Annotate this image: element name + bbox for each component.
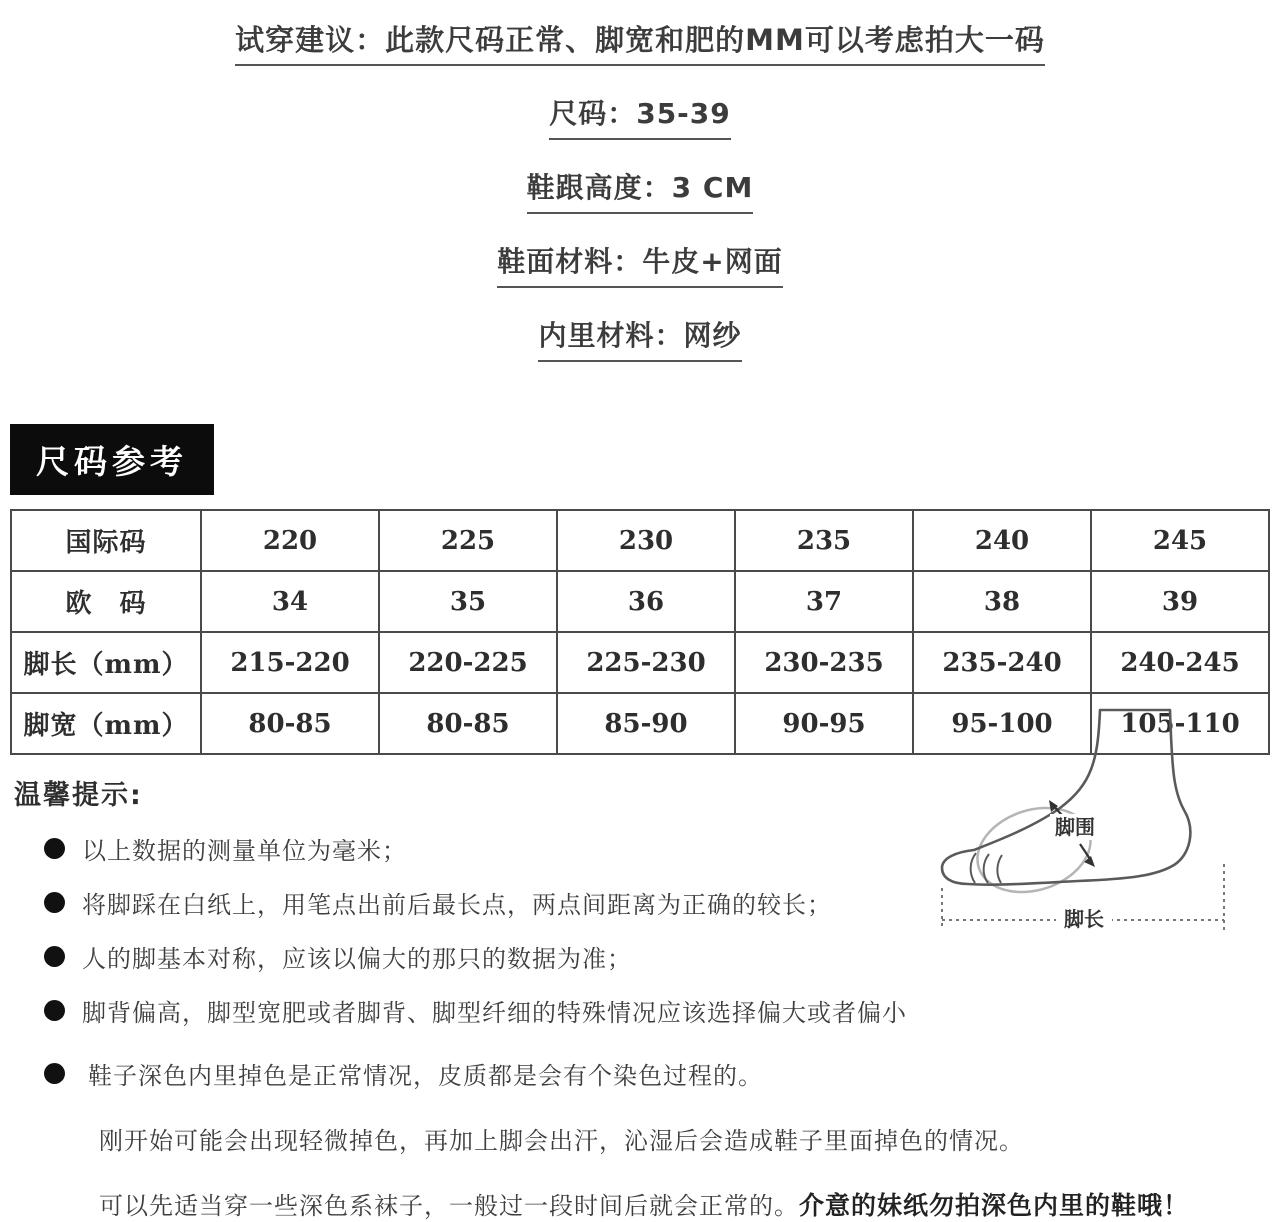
table-cell: 105-110	[1091, 693, 1269, 754]
spec-line-row	[0, 20, 1280, 66]
toe-line	[971, 853, 976, 883]
table-cell: 85-90	[557, 693, 735, 754]
foot-measurement-diagram	[928, 702, 1248, 952]
table-cell: 90-95	[735, 693, 913, 754]
spec-line-row	[0, 168, 1280, 214]
size-range-line: 尺码：35-39	[549, 94, 731, 140]
foot-outline-icon	[928, 702, 1248, 952]
table-cell: 38	[913, 571, 1091, 632]
list-item	[44, 831, 944, 866]
bullet-dot-icon	[44, 838, 65, 859]
fit-advice-line: 试穿建议：此款尺码正常、脚宽和肥的MM可以考虑拍大一码	[235, 20, 1045, 66]
list-item	[44, 993, 944, 1028]
table-cell: 245	[1091, 510, 1269, 571]
table-cell: 80-85	[201, 693, 379, 754]
heel-height-line: 鞋跟高度：3 CM	[527, 168, 754, 214]
table-row-eu-size	[11, 571, 1269, 632]
bullet-dot-icon	[44, 892, 65, 913]
bullet-dot-icon	[44, 946, 65, 967]
table-cell: 225	[379, 510, 557, 571]
row-label: 脚宽（mm）	[11, 693, 201, 754]
table-cell: 220-225	[379, 632, 557, 693]
tip-continuation-line: 刚开始可能会出现轻微掉色，再加上脚会出汗，沁湿后会造成鞋子里面掉色的情况。	[99, 1127, 1024, 1155]
tip-text: 人的脚基本对称，应该以偏大的那只的数据为准；	[82, 945, 632, 973]
list-item	[44, 885, 944, 920]
tip-text: 可以先适当穿一些深色系袜子，一般过一段时间后就会正常的。	[99, 1192, 799, 1220]
tips-title: 温馨提示:	[14, 780, 143, 811]
table-cell: 34	[201, 571, 379, 632]
table-cell: 35	[379, 571, 557, 632]
row-label: 欧 码	[11, 571, 201, 632]
list-item	[44, 939, 944, 974]
table-cell: 220	[201, 510, 379, 571]
product-spec-header	[0, 0, 1280, 362]
lining-material-line: 内里材料：网纱	[538, 316, 741, 362]
table-cell: 235-240	[913, 632, 1091, 693]
table-cell: 235	[735, 510, 913, 571]
bullet-dot-icon	[44, 1000, 65, 1021]
row-label: 国际码	[11, 510, 201, 571]
girth-label: 脚围	[1055, 815, 1095, 839]
table-cell: 230-235	[735, 632, 913, 693]
row-label: 脚长（mm）	[11, 632, 201, 693]
tip-continuation-line	[99, 1186, 1259, 1222]
girth-ellipse	[966, 794, 1101, 906]
table-cell: 80-85	[379, 693, 557, 754]
spec-line-row	[0, 242, 1280, 288]
table-row-international	[11, 510, 1269, 571]
spec-line-row	[0, 94, 1280, 140]
size-reference-badge: 尺码参考	[10, 424, 214, 495]
tip-text: 以上数据的测量单位为毫米；	[82, 837, 407, 865]
table-cell: 39	[1091, 571, 1269, 632]
toe-line	[997, 855, 1002, 883]
tip-text: 鞋子深色内里掉色是正常情况，皮质都是会有个染色过程的。	[88, 1062, 763, 1090]
table-cell: 240	[913, 510, 1091, 571]
table-row-foot-length	[11, 632, 1269, 693]
toe-line	[984, 854, 989, 883]
upper-material-line: 鞋面材料：牛皮+网面	[497, 242, 782, 288]
bullet-dot-icon	[44, 1063, 65, 1084]
length-label: 脚长	[1064, 907, 1104, 931]
list-item	[44, 1056, 944, 1091]
table-cell: 240-245	[1091, 632, 1269, 693]
table-cell: 225-230	[557, 632, 735, 693]
table-cell: 95-100	[913, 693, 1091, 754]
foot-outline-path	[942, 710, 1190, 885]
table-cell: 37	[735, 571, 913, 632]
tip-warning-bold-text: 介意的妹纸勿拍深色内里的鞋哦！	[799, 1191, 1190, 1220]
spec-line-row	[0, 316, 1280, 362]
tip-text: 脚背偏高，脚型宽肥或者脚背、脚型纤细的特殊情况应该选择偏大或者偏小	[82, 999, 907, 1027]
table-cell: 36	[557, 571, 735, 632]
table-cell: 215-220	[201, 632, 379, 693]
tip-text: 将脚踩在白纸上，用笔点出前后最长点，两点间距离为正确的较长；	[82, 891, 832, 919]
table-cell: 230	[557, 510, 735, 571]
